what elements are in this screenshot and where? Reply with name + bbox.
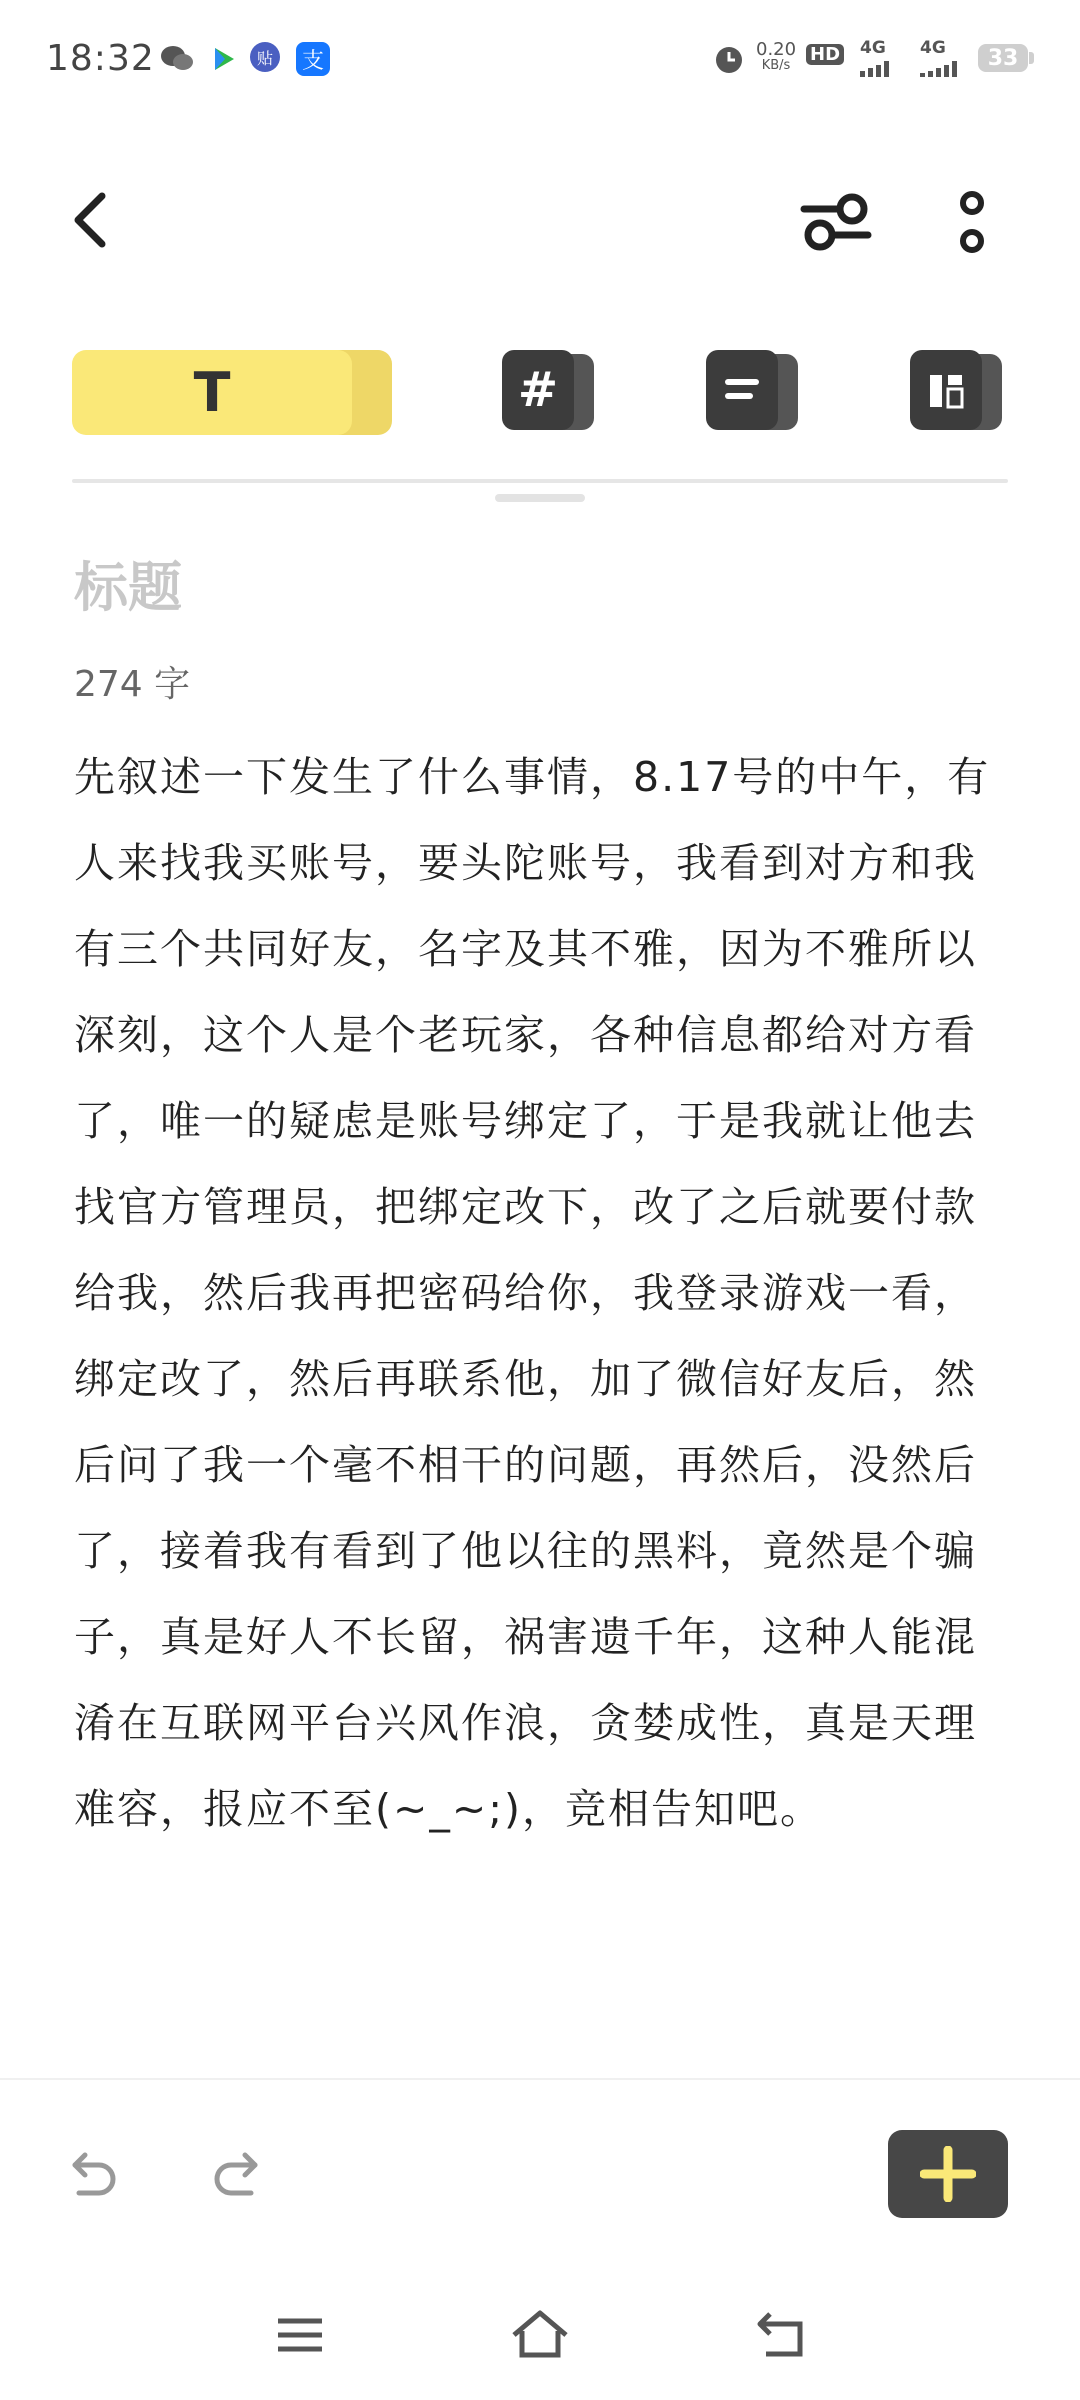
plus-icon	[920, 2146, 976, 2202]
tab-hashtag-mode[interactable]	[502, 350, 594, 435]
hashtag-mode-icon: #	[502, 350, 574, 430]
sliders-icon	[800, 189, 872, 255]
menu-icon	[276, 2315, 324, 2355]
tabs-divider	[72, 479, 1008, 483]
back-nav-icon	[756, 2310, 808, 2358]
settings-button[interactable]	[796, 184, 876, 260]
drag-handle[interactable]	[495, 494, 585, 502]
add-button[interactable]	[888, 2130, 1008, 2218]
note-body-editor[interactable]: 先叙述一下发生了什么事情，8.17号的中午，有人来找我买账号，要头陀账号，我看到对方和我有三个共同好友，名字及其不雅，因为不雅所以深刻，这个人是个老玩家，各种信息都给对方看了，唯一的疑虑是账号绑定了，于是我就让他去找官方管理员，把绑定改下，改了之后就要付款给我，然后我再把密码给你，我登录游戏一看，绑定改了，然后再联系他，加了微信好友后，然后问了我一个毫不相干的问题，再然后，没然后了，接着我有看到了他以往的黑料，竟然是个骗子，真是好人不长留，祸害遗千年，这种人能混淆在互联网平台兴风作浪，贪婪成性，真是天理难容，报应不至(~_~;)，竞相告知吧。	[74, 753, 991, 1833]
net-speed: 0.20 KB/s	[756, 39, 797, 73]
nav-menu-button[interactable]	[270, 2310, 330, 2360]
note-title-input[interactable]: 标题	[74, 556, 182, 619]
nav-home-button[interactable]	[508, 2306, 572, 2362]
chevron-left-icon	[70, 192, 110, 248]
undo-icon	[69, 2147, 123, 2201]
tab-layout-mode[interactable]	[910, 350, 1002, 435]
tab-text-mode[interactable]	[72, 350, 392, 435]
signal-1: 4G	[860, 38, 896, 82]
video-icon	[206, 42, 240, 76]
clock: 18:32	[46, 38, 155, 79]
alarm-icon	[712, 42, 746, 81]
text-mode-icon: T	[72, 350, 352, 435]
more-button[interactable]	[948, 186, 996, 260]
status-bar	[0, 0, 1080, 120]
redo-icon	[207, 2147, 261, 2201]
vertical-dots-icon	[957, 191, 987, 255]
nav-back-button[interactable]	[752, 2306, 812, 2362]
signal-2: 4G	[920, 38, 964, 82]
layout-mode-icon	[910, 350, 982, 430]
home-icon	[510, 2309, 570, 2359]
hd-indicator: HD	[806, 44, 844, 65]
wechat-icon	[160, 42, 194, 76]
undo-button[interactable]	[66, 2144, 126, 2204]
battery-indicator: 33	[978, 44, 1028, 72]
redo-button[interactable]	[204, 2144, 264, 2204]
bottom-divider	[0, 2078, 1080, 2080]
alipay-icon: 支	[296, 42, 330, 76]
tieba-icon: 贴	[250, 42, 280, 72]
list-mode-icon	[706, 350, 778, 430]
tab-list-mode[interactable]	[706, 350, 798, 435]
back-button[interactable]	[60, 185, 120, 255]
word-count: 274 字	[74, 664, 191, 705]
